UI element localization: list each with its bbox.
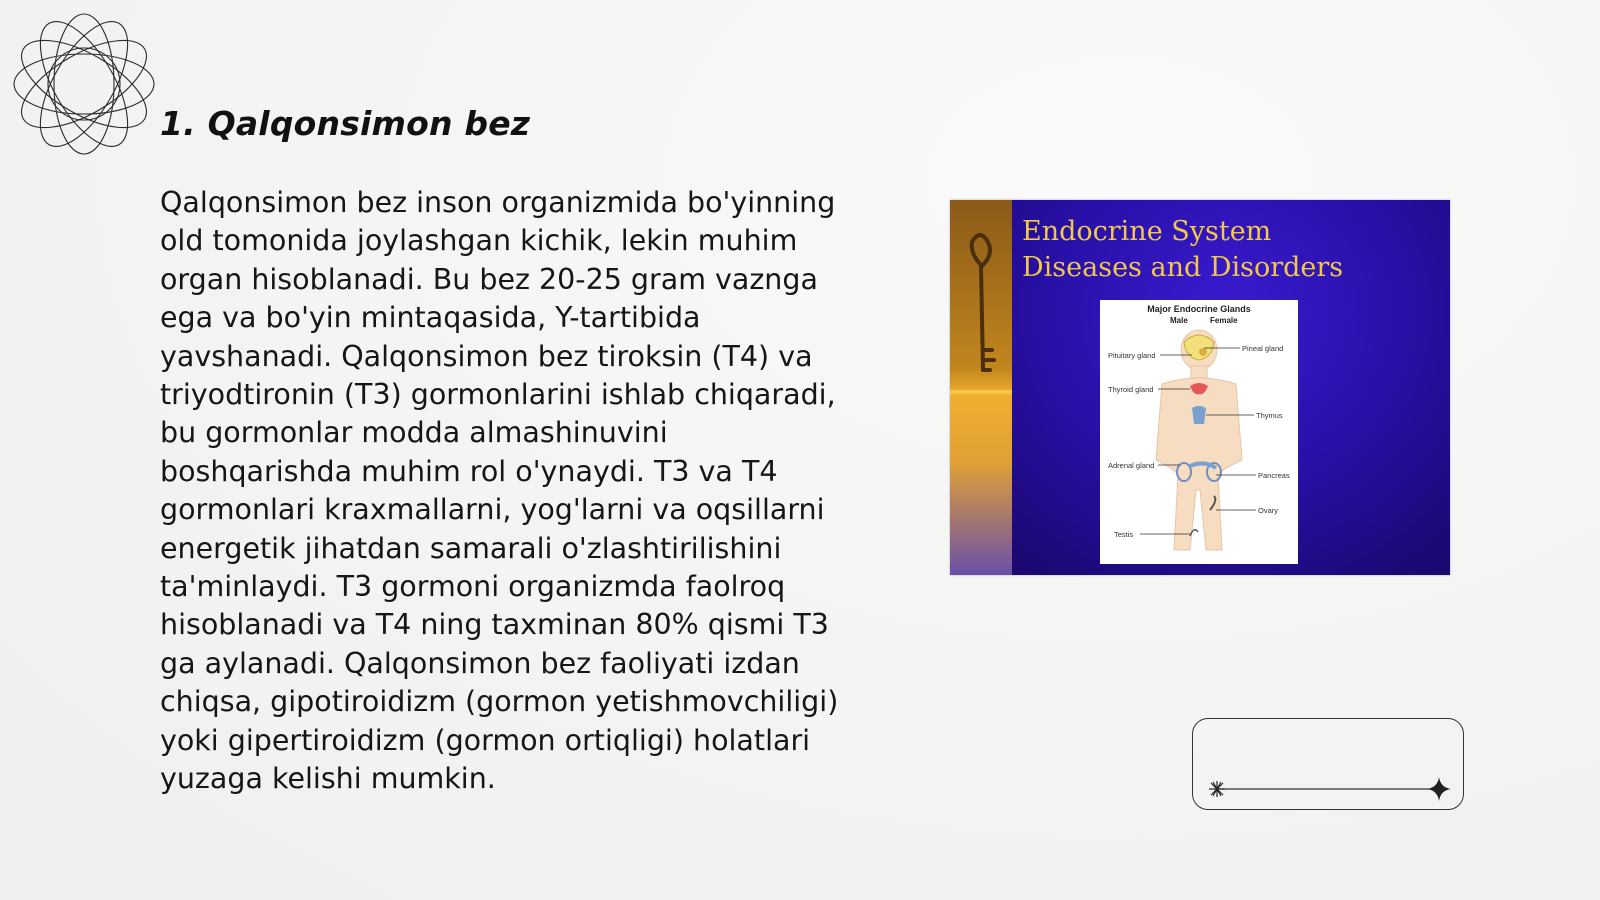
body-silhouette: [1100, 300, 1298, 564]
label-pituitary: Pituitary gland: [1108, 351, 1156, 360]
label-pancreas: Pancreas: [1258, 471, 1290, 480]
male-label: Male: [1170, 316, 1188, 325]
figure-title-line2: Diseases and Disorders: [1022, 252, 1344, 283]
strip-band: [950, 390, 1012, 394]
sparkle-icon: [1427, 777, 1451, 801]
starburst-icon: [1209, 781, 1225, 797]
label-adrenal: Adrenal gland: [1108, 461, 1155, 470]
key-strip: [950, 200, 1012, 575]
spirograph-circle-icon: [10, 10, 158, 158]
antique-key-icon: [950, 200, 1012, 390]
label-testis: Testis: [1114, 530, 1134, 539]
label-ovary: Ovary: [1258, 506, 1279, 515]
endocrine-figure: [950, 200, 1450, 575]
label-thyroid: Thyroid gland: [1108, 385, 1154, 394]
figure-title-line1: Endocrine System: [1022, 216, 1272, 247]
label-thymus: Thymus: [1256, 411, 1283, 420]
label-pineal: Pineal gland: [1242, 344, 1284, 353]
decorative-rounded-box: [1192, 718, 1464, 810]
figure-title: [1022, 214, 1442, 286]
endocrine-glands-inset: [1100, 300, 1298, 564]
inset-title: Major Endocrine Glands: [1147, 304, 1251, 314]
body-paragraph: Qalqonsimon bez inson organizmida bo'yinning old tomonida joylashgan kichik, lekin muhim organ hisoblanadi. Bu bez 20-25 gram vaznga ega va bo'yin mintaqasida, Y-tartibida yavshanadi. Qalqonsimon bez tiroksin (T4) va triyodtironin (T3) gormonlarini ishlab chiqaradi, bu gormonlar modda almashinuvini boshqarishda muhim rol o'ynaydi. T3 va T4 gormonlari kraxmallarni, yog'larni va oqsillarni energetik jihatdan samarali o'zlashtirilishini ta'minlaydi. T3 gormoni organizmda faolroq hisoblanadi va T4 ning taxminan 80% qismi T3 ga aylanadi. Qalqonsimon bez faoliyati izdan chiqsa, gipotiroidizm (gormon yetishmovchiligi) yoki gipertiroidizm (gormon ortiqligi) holatlari yuzaga kelishi mumkin.: [160, 186, 839, 796]
female-label: Female: [1210, 316, 1238, 325]
slide-title: 1. Qalqonsimon bez: [160, 104, 531, 143]
